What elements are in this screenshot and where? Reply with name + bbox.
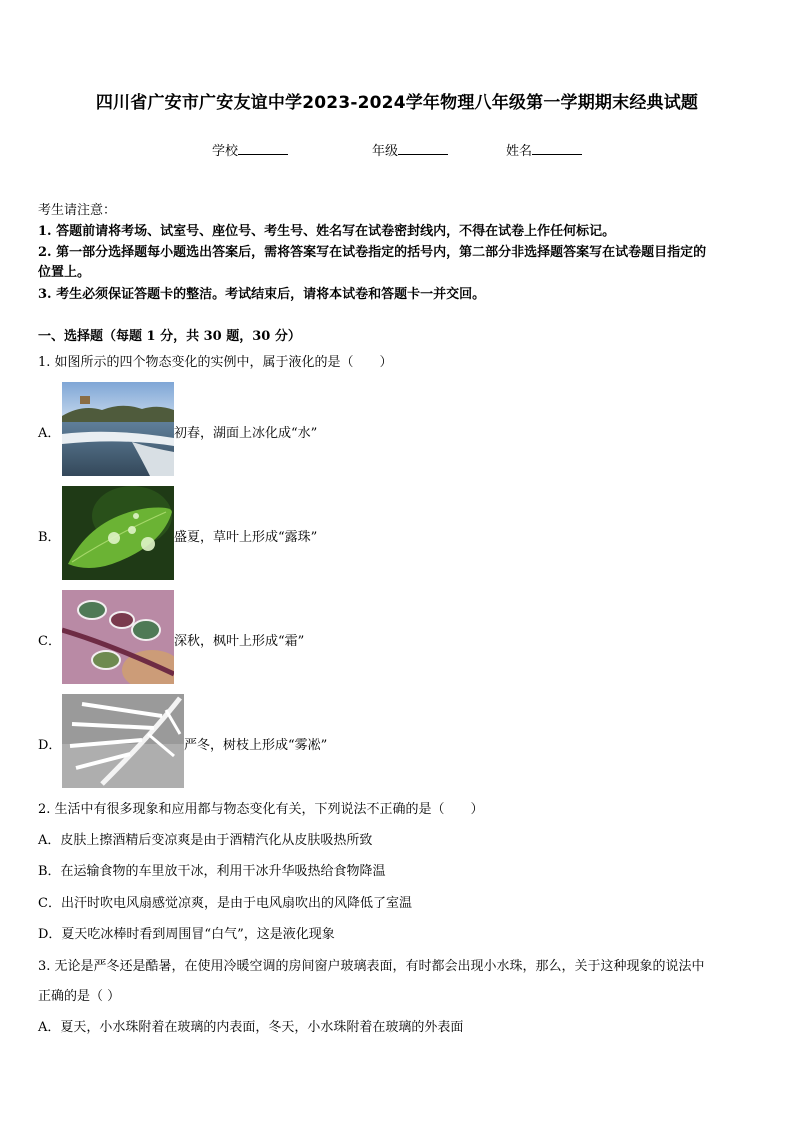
school-field: [212, 140, 288, 159]
q1-option-d-text: 严冬，树枝上形成“雾凇”: [184, 738, 328, 753]
question-2-stem: 2. 生活中有很多现象和应用都与物态变化有关，下列说法不正确的是（ ）: [38, 802, 484, 817]
q1-option-d-label: D．: [38, 738, 62, 753]
section-heading: 一、选择题（每题 1 分，共 30 题，30 分）: [38, 329, 301, 344]
notice-item-2: 2. 第一部分选择题每小题选出答案后，需将答案写在试卷指定的括号内，第二部分非选择题答案写在试卷题目指定的: [38, 245, 707, 260]
grade-field: [372, 140, 448, 159]
frozen-lake-image: [62, 382, 174, 476]
grade-blank[interactable]: [398, 142, 448, 155]
question-3-stem-line1: 3. 无论是严冬还是酷暑，在使用冷暖空调的房间窗户玻璃表面，有时都会出现小水珠，那么，关于这种现象的说法中: [38, 959, 705, 974]
grade-label: 年级: [372, 144, 399, 159]
frost-leaf-image: [62, 590, 174, 684]
q1-option-b-text: 盛夏，草叶上形成“露珠”: [174, 530, 318, 545]
q2-option-c: C．出汗时吹电风扇感觉凉爽，是由于电风扇吹出的风降低了室温: [38, 896, 412, 911]
notice-item-1: 1. 答题前请将考场、试室号、座位号、考生号、姓名写在试卷密封线内，不得在试卷上作任何标记。: [38, 224, 616, 239]
q3-option-a: A．夏天，小水珠附着在玻璃的内表面，冬天，小水珠附着在玻璃的外表面: [38, 1020, 464, 1035]
q1-option-b-label: B．: [38, 530, 61, 545]
question-1-stem: 1. 如图所示的四个物态变化的实例中，属于液化的是（ ）: [38, 355, 393, 370]
q1-option-a-label: A．: [38, 426, 61, 441]
name-blank[interactable]: [532, 142, 582, 155]
name-field: [506, 140, 582, 159]
q2-option-a: A．皮肤上擦酒精后变凉爽是由于酒精汽化从皮肤吸热所致: [38, 833, 373, 848]
question-3-stem-line2: 正确的是（ ）: [38, 989, 121, 1004]
page-title: 四川省广安市广安友谊中学2023-2024学年物理八年级第一学期期末经典试题: [95, 93, 699, 113]
rime-branch-image: [62, 694, 184, 788]
q2-option-d: D．夏天吃冰棒时看到周围冒“白气”，这是液化现象: [38, 927, 335, 942]
q1-option-c-text: 深秋，枫叶上形成“霜”: [174, 634, 305, 649]
name-label: 姓名: [506, 144, 533, 159]
q2-option-b: B．在运输食物的车里放干冰，利用干冰升华吸热给食物降温: [38, 864, 386, 879]
school-blank[interactable]: [238, 142, 288, 155]
notice-item-3: 3. 考生必须保证答题卡的整洁。考试结束后，请将本试卷和答题卡一并交回。: [38, 287, 486, 302]
q1-option-c-label: C．: [38, 634, 61, 649]
q1-option-a-text: 初春，湖面上冰化成“水”: [174, 426, 318, 441]
dew-leaf-image: [62, 486, 174, 580]
notice-item-2-cont: 位置上。: [38, 265, 91, 280]
school-label: 学校: [212, 144, 239, 159]
notice-heading: 考生请注意：: [38, 203, 117, 218]
